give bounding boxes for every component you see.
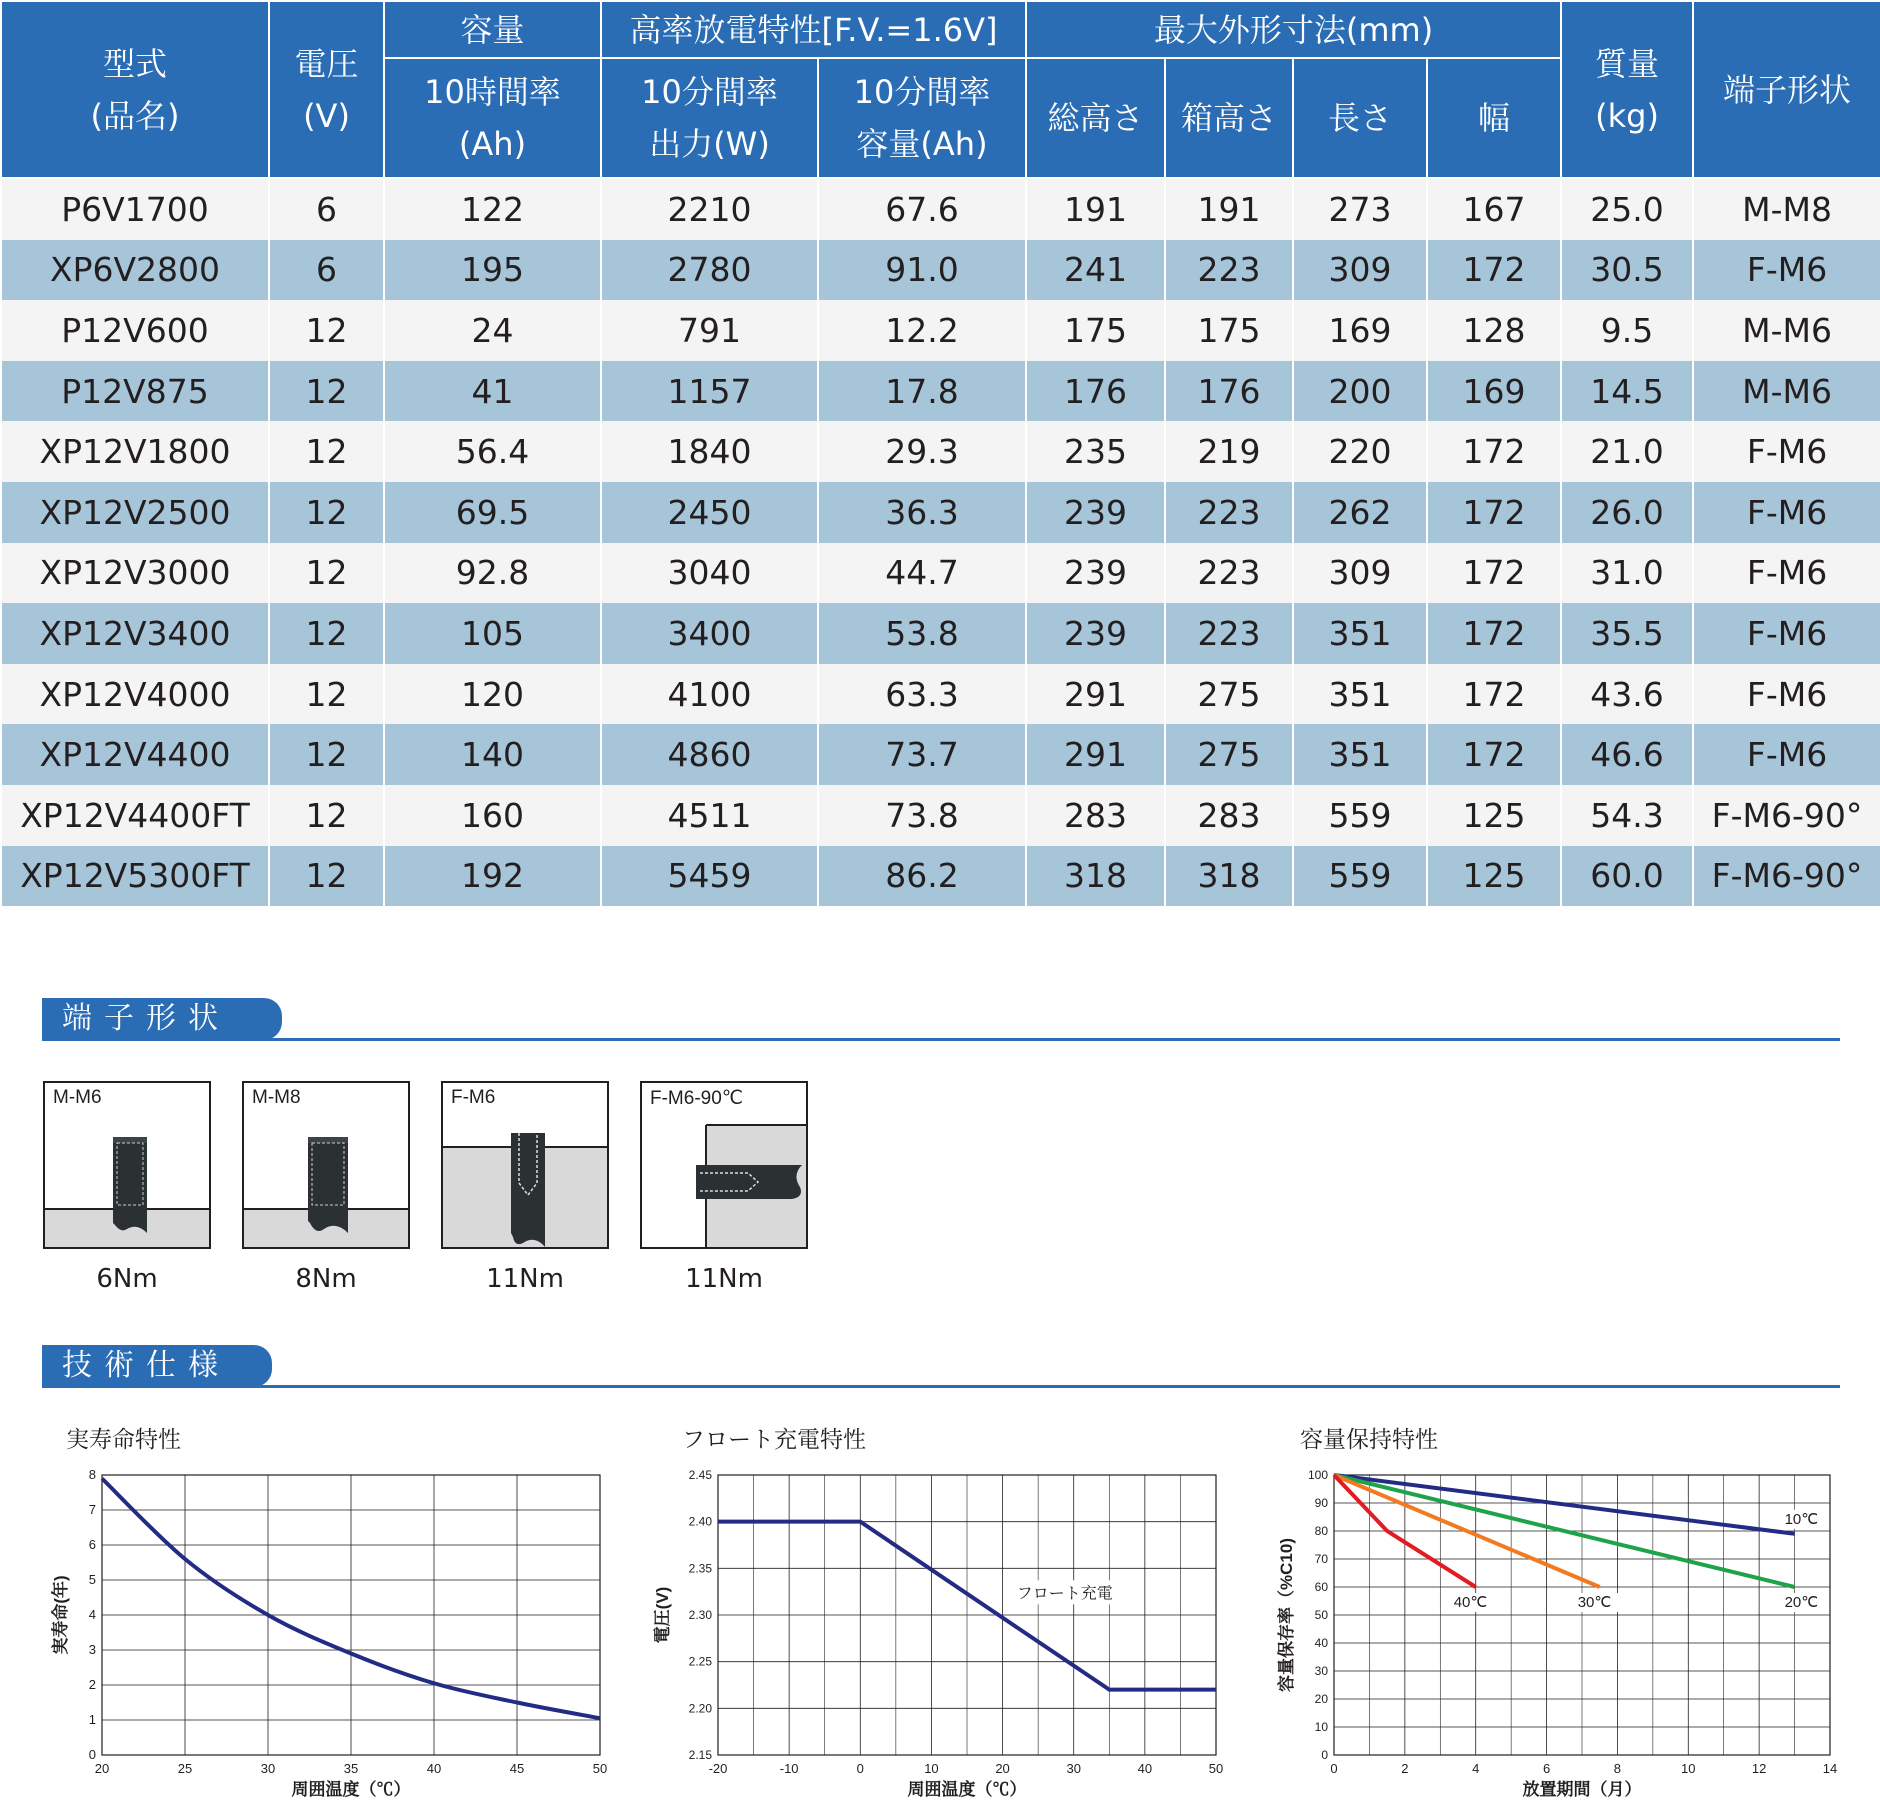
table-row — [1, 300, 1880, 361]
header-length: 長さ — [1293, 58, 1427, 178]
cell-capacity: 69.5 — [384, 482, 601, 543]
terminal-name: F-M6 — [451, 1087, 496, 1108]
cell-voltage: 12 — [269, 724, 384, 785]
y-tick-label: 7 — [88, 1502, 96, 1517]
cell-total-height: 175 — [1026, 300, 1165, 361]
cell-mass: 21.0 — [1561, 421, 1693, 482]
cell-capacity: 24 — [384, 300, 601, 361]
cell-length: 351 — [1293, 603, 1427, 664]
y-tick-label: 3 — [88, 1642, 96, 1657]
cell-width: 172 — [1427, 724, 1561, 785]
y-tick-label: 50 — [1314, 1608, 1328, 1622]
cell-width: 125 — [1427, 785, 1561, 846]
cell-mass: 30.5 — [1561, 240, 1693, 301]
x-axis-label: 周囲温度（℃） — [291, 1780, 411, 1799]
x-tick-label: 35 — [343, 1761, 359, 1776]
cell-capacity: 140 — [384, 724, 601, 785]
cell-hr-capacity: 17.8 — [818, 361, 1026, 422]
y-axis-label: 容量保存率（%C10) — [1277, 1538, 1296, 1692]
cell-hr-capacity: 36.3 — [818, 482, 1026, 543]
series-label: 20℃ — [1784, 1594, 1819, 1611]
y-tick-label: 40 — [1314, 1636, 1328, 1650]
cell-model: XP12V2500 — [1, 482, 269, 543]
terminal-f-m6 — [441, 1081, 609, 1249]
cell-mass: 9.5 — [1561, 300, 1693, 361]
x-tick-label: 4 — [1472, 1761, 1480, 1776]
cell-width: 167 — [1427, 178, 1561, 240]
annotation-label: フロート充電 — [1016, 1585, 1113, 1603]
header-model: 型式 (品名) — [1, 1, 269, 178]
cell-box-height: 175 — [1165, 300, 1293, 361]
x-tick-label: 25 — [177, 1761, 193, 1776]
cell-box-height: 223 — [1165, 240, 1293, 301]
m-m6-terminal-icon — [45, 1083, 211, 1249]
terminal-m-m6 — [43, 1081, 211, 1249]
terminal-f-m6-90 — [640, 1081, 808, 1249]
cell-length: 309 — [1293, 543, 1427, 604]
cell-hr-power: 2210 — [601, 178, 818, 240]
cell-terminal: M-M8 — [1693, 178, 1880, 240]
cell-mass: 43.6 — [1561, 664, 1693, 725]
y-tick-label: 2.25 — [688, 1654, 712, 1669]
cell-mass: 14.5 — [1561, 361, 1693, 422]
cell-width: 169 — [1427, 361, 1561, 422]
cell-voltage: 12 — [269, 664, 384, 725]
y-tick-label: 100 — [1307, 1468, 1328, 1482]
cell-width: 172 — [1427, 543, 1561, 604]
cell-model: XP12V3400 — [1, 603, 269, 664]
torque-m-m8: 8Nm — [295, 1264, 357, 1294]
cell-mass: 35.5 — [1561, 603, 1693, 664]
series-label: 40℃ — [1453, 1594, 1488, 1611]
y-tick-label: 2.35 — [688, 1561, 712, 1576]
y-tick-label: 8 — [88, 1467, 96, 1482]
cell-model: XP12V4000 — [1, 664, 269, 725]
cell-terminal: M-M6 — [1693, 361, 1880, 422]
cell-hr-power: 791 — [601, 300, 818, 361]
y-tick-label: 6 — [88, 1537, 96, 1552]
cell-mass: 25.0 — [1561, 178, 1693, 240]
cell-hr-power: 5459 — [601, 846, 818, 907]
cell-terminal: F-M6 — [1693, 724, 1880, 785]
cell-terminal: F-M6-90° — [1693, 846, 1880, 907]
header-high-rate: 高率放電特性[F.V.=1.6V] — [601, 1, 1026, 58]
cell-total-height: 241 — [1026, 240, 1165, 301]
cell-total-height: 239 — [1026, 482, 1165, 543]
table-row — [1, 724, 1880, 785]
x-tick-label: -10 — [779, 1761, 799, 1776]
cell-length: 309 — [1293, 240, 1427, 301]
cell-total-height: 191 — [1026, 178, 1165, 240]
header-width: 幅 — [1427, 58, 1561, 178]
cell-model: XP12V4400FT — [1, 785, 269, 846]
cell-capacity: 122 — [384, 178, 601, 240]
y-tick-label: 30 — [1314, 1664, 1328, 1678]
cell-mass: 46.6 — [1561, 724, 1693, 785]
float-chart — [650, 1455, 1240, 1810]
y-tick-label: 10 — [1314, 1720, 1328, 1734]
cell-width: 172 — [1427, 664, 1561, 725]
cell-total-height: 239 — [1026, 603, 1165, 664]
table-row — [1, 240, 1880, 301]
terminal-name: M-M6 — [53, 1087, 102, 1108]
cell-width: 172 — [1427, 240, 1561, 301]
cell-length: 200 — [1293, 361, 1427, 422]
cell-voltage: 12 — [269, 785, 384, 846]
table-row — [1, 603, 1880, 664]
cell-hr-capacity: 73.8 — [818, 785, 1026, 846]
cell-model: XP12V3000 — [1, 543, 269, 604]
table-row — [1, 846, 1880, 907]
header-terminal: 端子形状 — [1693, 1, 1880, 178]
cell-capacity: 41 — [384, 361, 601, 422]
x-tick-label: 30 — [260, 1761, 276, 1776]
x-tick-label: 0 — [1330, 1761, 1338, 1776]
float-chart-title: フロート充電特性 — [682, 1427, 866, 1453]
table-row — [1, 421, 1880, 482]
cell-voltage: 6 — [269, 240, 384, 301]
cell-total-height: 283 — [1026, 785, 1165, 846]
cell-hr-capacity: 53.8 — [818, 603, 1026, 664]
cell-total-height: 291 — [1026, 724, 1165, 785]
table-row — [1, 482, 1880, 543]
cell-hr-power: 2450 — [601, 482, 818, 543]
cell-model: XP6V2800 — [1, 240, 269, 301]
x-tick-label: 45 — [509, 1761, 525, 1776]
cell-mass: 60.0 — [1561, 846, 1693, 907]
header-dimensions: 最大外形寸法(mm) — [1026, 1, 1561, 58]
cell-hr-power: 1157 — [601, 361, 818, 422]
header-hr-capacity: 10分間率 容量(Ah) — [818, 58, 1026, 178]
retention-chart-title: 容量保持特性 — [1300, 1427, 1438, 1453]
series-label: 30℃ — [1577, 1594, 1612, 1611]
y-tick-label: 2.20 — [688, 1701, 712, 1716]
cell-model: XP12V5300FT — [1, 846, 269, 907]
x-tick-label: 20 — [94, 1761, 110, 1776]
x-axis-label: 周囲温度（℃） — [907, 1780, 1027, 1799]
y-tick-label: 2.45 — [688, 1468, 712, 1482]
cell-width: 125 — [1427, 846, 1561, 907]
cell-hr-power: 4860 — [601, 724, 818, 785]
cell-mass: 31.0 — [1561, 543, 1693, 604]
spec-table — [0, 0, 1880, 906]
x-tick-label: 12 — [1751, 1761, 1767, 1776]
cell-terminal: M-M6 — [1693, 300, 1880, 361]
x-tick-label: 50 — [1208, 1761, 1224, 1776]
header-capacity: 容量 — [384, 1, 601, 58]
x-tick-label: 2 — [1401, 1761, 1409, 1776]
cell-voltage: 12 — [269, 361, 384, 422]
section-divider — [42, 1038, 1840, 1041]
cell-hr-capacity: 29.3 — [818, 421, 1026, 482]
table-row — [1, 664, 1880, 725]
cell-hr-power: 3040 — [601, 543, 818, 604]
cell-width: 172 — [1427, 603, 1561, 664]
y-tick-label: 0 — [1321, 1748, 1328, 1762]
terminal-name: F-M6-90℃ — [650, 1088, 744, 1109]
cell-total-height: 235 — [1026, 421, 1165, 482]
x-tick-label: -20 — [708, 1761, 728, 1776]
table-row — [1, 361, 1880, 422]
cell-voltage: 12 — [269, 300, 384, 361]
cell-hr-power: 4100 — [601, 664, 818, 725]
header-total-height: 総高さ — [1026, 58, 1165, 178]
cell-length: 169 — [1293, 300, 1427, 361]
header-mass: 質量 (kg) — [1561, 1, 1693, 178]
cell-total-height: 291 — [1026, 664, 1165, 725]
life-chart — [30, 1455, 630, 1810]
table-row — [1, 543, 1880, 604]
cell-hr-capacity: 67.6 — [818, 178, 1026, 240]
y-tick-label: 2 — [88, 1677, 96, 1692]
cell-voltage: 12 — [269, 603, 384, 664]
cell-total-height: 318 — [1026, 846, 1165, 907]
cell-width: 128 — [1427, 300, 1561, 361]
cell-voltage: 12 — [269, 421, 384, 482]
cell-width: 172 — [1427, 482, 1561, 543]
cell-box-height: 275 — [1165, 664, 1293, 725]
y-tick-label: 2.30 — [688, 1608, 712, 1622]
cell-hr-power: 2780 — [601, 240, 818, 301]
series-label: 10℃ — [1784, 1510, 1819, 1528]
cell-length: 220 — [1293, 421, 1427, 482]
cell-terminal: F-M6 — [1693, 482, 1880, 543]
cell-mass: 54.3 — [1561, 785, 1693, 846]
cell-capacity: 56.4 — [384, 421, 601, 482]
cell-terminal: F-M6 — [1693, 603, 1880, 664]
cell-terminal: F-M6 — [1693, 664, 1880, 725]
cell-total-height: 239 — [1026, 543, 1165, 604]
x-axis-label: 放置期間（月） — [1522, 1780, 1642, 1799]
y-tick-label: 1 — [88, 1712, 96, 1727]
y-tick-label: 90 — [1314, 1496, 1328, 1510]
cell-voltage: 12 — [269, 543, 384, 604]
header-voltage: 電圧 (V) — [269, 1, 384, 178]
cell-hr-power: 4511 — [601, 785, 818, 846]
x-tick-label: 14 — [1822, 1761, 1838, 1776]
y-tick-label: 80 — [1314, 1524, 1328, 1538]
cell-box-height: 283 — [1165, 785, 1293, 846]
terminal-name: M-M8 — [252, 1087, 301, 1108]
cell-terminal: F-M6-90° — [1693, 785, 1880, 846]
cell-hr-capacity: 44.7 — [818, 543, 1026, 604]
cell-capacity: 160 — [384, 785, 601, 846]
cell-model: XP12V1800 — [1, 421, 269, 482]
x-tick-label: 40 — [426, 1761, 442, 1776]
section-divider — [42, 1385, 1840, 1388]
cell-box-height: 219 — [1165, 421, 1293, 482]
m-m8-terminal-icon — [244, 1083, 410, 1249]
cell-box-height: 191 — [1165, 178, 1293, 240]
x-tick-label: 20 — [995, 1761, 1010, 1776]
y-tick-label: 60 — [1314, 1580, 1328, 1594]
cell-model: P12V600 — [1, 300, 269, 361]
cell-model: XP12V4400 — [1, 724, 269, 785]
y-axis-label: 実寿命(年) — [51, 1575, 70, 1655]
x-tick-label: 8 — [1613, 1761, 1622, 1776]
x-tick-label: 30 — [1066, 1761, 1081, 1776]
terminal-section-title: 端子形状 — [42, 998, 282, 1040]
cell-box-height: 223 — [1165, 543, 1293, 604]
x-tick-label: 0 — [856, 1761, 864, 1776]
cell-terminal: F-M6 — [1693, 240, 1880, 301]
cell-capacity: 105 — [384, 603, 601, 664]
table-row — [1, 178, 1880, 240]
cell-width: 172 — [1427, 421, 1561, 482]
life-chart-title: 実寿命特性 — [66, 1427, 181, 1453]
cell-capacity: 92.8 — [384, 543, 601, 604]
cell-length: 559 — [1293, 846, 1427, 907]
terminal-m-m8 — [242, 1081, 410, 1249]
cell-box-height: 223 — [1165, 482, 1293, 543]
cell-box-height: 318 — [1165, 846, 1293, 907]
cell-total-height: 176 — [1026, 361, 1165, 422]
y-axis-label: 電圧(V) — [653, 1586, 672, 1644]
x-tick-label: 40 — [1137, 1761, 1153, 1776]
y-tick-label: 2.40 — [688, 1514, 712, 1529]
cell-length: 273 — [1293, 178, 1427, 240]
y-tick-label: 70 — [1314, 1552, 1328, 1566]
cell-box-height: 275 — [1165, 724, 1293, 785]
cell-hr-capacity: 91.0 — [818, 240, 1026, 301]
x-tick-label: 10 — [924, 1761, 939, 1776]
y-tick-label: 0 — [88, 1747, 96, 1762]
y-tick-label: 4 — [88, 1607, 96, 1622]
cell-box-height: 176 — [1165, 361, 1293, 422]
cell-voltage: 12 — [269, 846, 384, 907]
cell-hr-capacity: 73.7 — [818, 724, 1026, 785]
cell-terminal: F-M6 — [1693, 543, 1880, 604]
x-tick-label: 50 — [592, 1761, 608, 1776]
cell-hr-capacity: 12.2 — [818, 300, 1026, 361]
header-hr-power: 10分間率 出力(W) — [601, 58, 818, 178]
cell-box-height: 223 — [1165, 603, 1293, 664]
cell-model: P6V1700 — [1, 178, 269, 240]
y-tick-label: 20 — [1314, 1692, 1328, 1706]
cell-voltage: 6 — [269, 178, 384, 240]
cell-length: 559 — [1293, 785, 1427, 846]
cell-mass: 26.0 — [1561, 482, 1693, 543]
retention-chart — [1270, 1455, 1870, 1810]
tech-section-title: 技術仕様 — [42, 1345, 272, 1387]
x-tick-label: 10 — [1681, 1761, 1696, 1776]
cell-hr-capacity: 86.2 — [818, 846, 1026, 907]
f-m6-90-terminal-icon — [642, 1083, 808, 1249]
cell-hr-capacity: 63.3 — [818, 664, 1026, 725]
cell-model: P12V875 — [1, 361, 269, 422]
y-tick-label: 5 — [88, 1572, 96, 1587]
torque-m-m6: 6Nm — [96, 1264, 158, 1294]
torque-f-m6: 11Nm — [486, 1264, 564, 1294]
x-tick-label: 6 — [1542, 1761, 1551, 1776]
cell-length: 351 — [1293, 664, 1427, 725]
cell-capacity: 195 — [384, 240, 601, 301]
cell-capacity: 192 — [384, 846, 601, 907]
torque-f-m6-90: 11Nm — [685, 1264, 763, 1294]
cell-length: 351 — [1293, 724, 1427, 785]
cell-capacity: 120 — [384, 664, 601, 725]
header-box-height: 箱高さ — [1165, 58, 1293, 178]
cell-hr-power: 3400 — [601, 603, 818, 664]
y-tick-label: 2.15 — [688, 1748, 712, 1762]
cell-voltage: 12 — [269, 482, 384, 543]
cell-terminal: F-M6 — [1693, 421, 1880, 482]
table-row — [1, 785, 1880, 846]
header-capacity-10h: 10時間率 (Ah) — [384, 58, 601, 178]
cell-length: 262 — [1293, 482, 1427, 543]
f-m6-terminal-icon — [443, 1083, 609, 1249]
cell-hr-power: 1840 — [601, 421, 818, 482]
